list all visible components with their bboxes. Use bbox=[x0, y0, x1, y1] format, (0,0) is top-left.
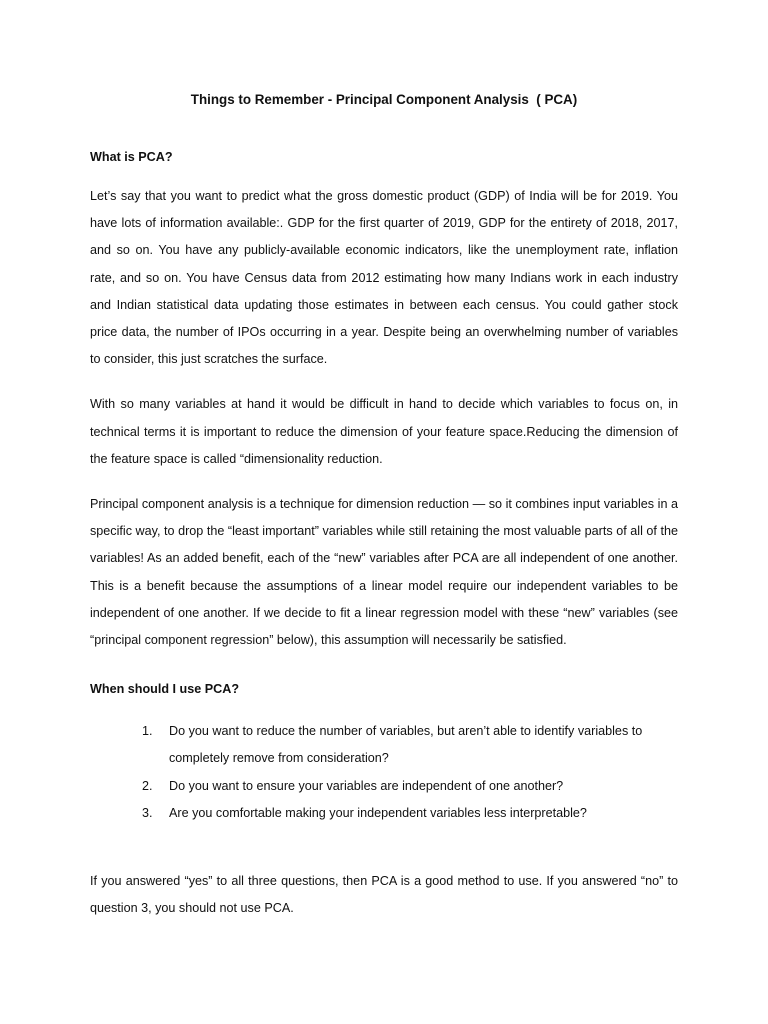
list-item-text: Do you want to reduce the number of variables, but aren’t able to identify variables to completely remove from consideration? bbox=[169, 724, 643, 766]
paragraph-intro: Let’s say that you want to predict what the gross domestic product (GDP) of India will be for 2019. You have lots of information available:. GDP for the first quarter of 2019, GDP for the entirety of 2018, 2017, and so on. You have any publicly-available economic indicators, like the unemployment rate, inflation rate, and so on. You have Census data from 2012 estimating how many Indians work in each industry and Indian statistical data updating those estimates in between each census. You could gather stock price data, the number of IPOs occurring in a year. Despite being an overwhelming number of variables to consider, this just scratches the surface. bbox=[90, 189, 678, 367]
document-title: Things to Remember - Principal Component Analysis ( PCA) bbox=[190, 92, 578, 107]
document-body bbox=[90, 140, 678, 922]
list-item-number: 1. bbox=[142, 724, 153, 739]
section-heading-when-use-pca: When should I use PCA? bbox=[90, 682, 240, 697]
list-item bbox=[90, 800, 678, 827]
list-item-text: Are you comfortable making your independent variables less interpretable? bbox=[169, 805, 587, 820]
paragraph-pca-technique: Principal component analysis is a technique for dimension reduction — so it combines input variables in a specific way, to drop the “least important” variables while still retaining the most valuable parts of all of the variables! As an added benefit, each of the “new” variables after PCA are all independent of one another. This is a benefit because the assumptions of a linear model require our independent variables to be independent of one another. If we decide to fit a linear regression model with these “new” variables (see “principal component regression” below), this assumption will necessarily be satisfied. bbox=[90, 497, 678, 648]
list-item-number: 2. bbox=[142, 778, 153, 793]
paragraph-many-variables: With so many variables at hand it would be difficult in hand to decide which variables to focus on, in technical terms it is important to reduce the dimension of your feature space.Reducing the dimension of the feature space is called “dimensionality reduction. bbox=[90, 397, 678, 466]
list-item bbox=[90, 773, 678, 800]
list-item-text: Do you want to ensure your variables are independent of one another? bbox=[169, 778, 564, 793]
question-list bbox=[90, 718, 678, 827]
paragraph-conclusion: If you answered “yes” to all three questions, then PCA is a good method to use. If you answered “no” to question 3, you should not use PCA. bbox=[90, 874, 678, 916]
list-item bbox=[90, 718, 678, 772]
section-heading-what-is-pca: What is PCA? bbox=[90, 150, 173, 164]
list-item-number: 3. bbox=[142, 805, 153, 820]
